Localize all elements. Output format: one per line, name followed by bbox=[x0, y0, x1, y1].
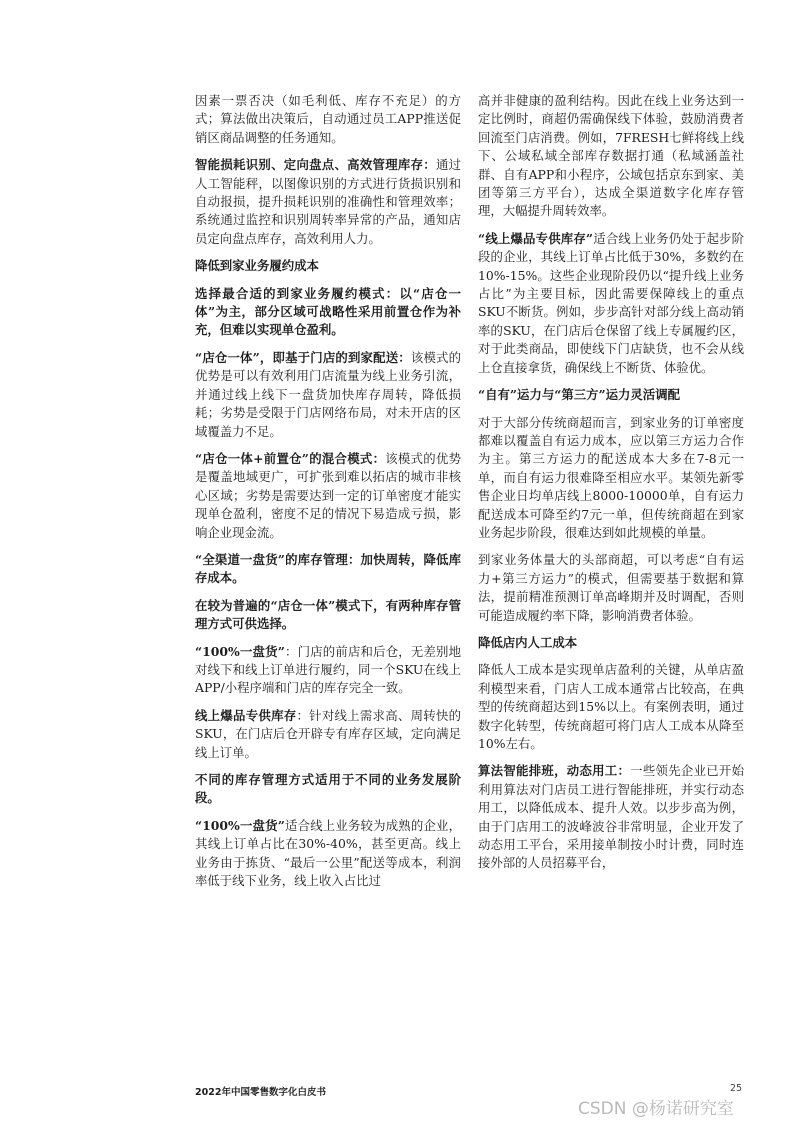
section-heading: “自有”运力与“第三方”运力灵活调配 bbox=[478, 387, 680, 403]
right-column bbox=[478, 92, 744, 882]
section-heading: 降低店内人工成本 bbox=[478, 634, 578, 650]
paragraph-lead: “店仓一体”，即基于门店的到家配送： bbox=[195, 349, 411, 365]
watermark: CSDN @杨诺研究室 bbox=[578, 1099, 734, 1119]
paragraph: 因素一票否决（如毛利低、库存不充足）的方式；算法做出决策后，自动通过员工APP推送促销区商品调整的任务通知。 bbox=[195, 93, 461, 145]
paragraph-lead: 线上爆品专供库存 bbox=[195, 707, 297, 723]
footer-title: 2022年中国零售数字化白皮书 bbox=[195, 1087, 326, 1098]
paragraph: “100%一盘货”适合线上业务较为成熟的企业，其线上订单占比在30%-40%，甚至更高。线上业务由于拣货、“最后一公里”配送等成本，利润率低于线下业务，线上收入占比过 bbox=[195, 817, 461, 889]
paragraph-lead: 智能损耗识别、定向盘点、高效管理库存： bbox=[195, 157, 436, 173]
paragraph: “全渠道一盘货”的库存管理：加快周转，降低库存成本。 bbox=[195, 551, 461, 586]
paragraph-lead: “100%一盘货” bbox=[195, 817, 285, 833]
section-heading: 降低到家业务履约成本 bbox=[195, 258, 319, 274]
paragraph-lead: “100%一盘货” bbox=[195, 643, 285, 659]
paragraph: “店仓一体+前置仓”的混合模式：该模式的优势是覆盖地域更广，可扩张到难以拓店的城市非核心区域；劣势是需要达到一定的订单密度才能实现单仓盈利，密度不足的情况下易造成亏损，影响企业现金流。 bbox=[195, 450, 462, 540]
paragraph: “100%一盘货”：门店的前店和后仓，无差别地对线下和线上订单进行履约，同一个SKU在线上APP/小程序端和门店的库存完全一致。 bbox=[195, 643, 461, 696]
paragraph: 降低人工成本是实现单店盈利的关键，从单店盈利模型来看，门店人工成本通常占比较高，在典型的传统商超达到15%以上。有案例表明，通过数字化转型，传统商超可将门店人工成本从降至10%左右。 bbox=[478, 662, 744, 751]
paragraph-lead: “线上爆品专供库存” bbox=[478, 230, 594, 246]
paragraph: 线上爆品专供库存：针对线上需求高、周转快的SKU，在门店后仓开辟专有库存区域，定向满足线上订单。 bbox=[195, 707, 462, 760]
page-number: 25 bbox=[730, 1083, 743, 1094]
paragraph: 高并非健康的盈利结构。因此在线上业务达到一定比例时，商超仍需确保线下体验，鼓励消费者回流至门店消费。例如，7FRESH七鲜将线上线下、公域私域全部库存数据打通（私域涵盖社群、自有APP和小程序，公域包括京东到家、美团等第三方平台），达成全渠道数字化库存管理，大幅提升周转效率。 bbox=[478, 93, 744, 219]
paragraph: 不同的库存管理方式适用于不同的业务发展阶段。 bbox=[195, 772, 461, 806]
paragraph: 在较为普遍的“店仓一体”模式下，有两种库存管理方式可供选择。 bbox=[195, 597, 461, 632]
paragraph: 选择最合适的到家业务履约模式：以“店仓一体”为主，部分区域可战略性采用前置仓作为补充，但难以实现单仓盈利。 bbox=[195, 285, 461, 338]
paragraph: “线上爆品专供库存”适合线上业务仍处于起步阶段的企业，其线上订单占比低于30%，多数约在10%-15%。这些企业现阶段仍以“提升线上业务占比”为主要目标，因此需要保障线上的重点SKU不断货。例如，步步高针对部分线上高动销率的SKU，在门店后仓保留了线上专属履约区，对于此类商品，即使线下门店缺货，也不会从线上仓直接拿货，确保线上不断货、体验优。 bbox=[478, 230, 744, 375]
paragraph: 算法智能排班，动态用工：一些领先企业已开始利用算法对门店员工进行智能排班，并实行动态用工，以降低成本、提升人效。以步步高为例，由于门店用工的波峰波谷非常明显，企业开发了动态用工平台，采用接单制按小时计费，同时连接外部的人员招募平台， bbox=[478, 763, 745, 871]
paragraph-lead: “店仓一体+前置仓”的混合模式： bbox=[195, 450, 386, 466]
paragraph: 对于大部分传统商超而言，到家业务的订单密度都难以覆盖自有运力成本，应以第三方运力合作为主。第三方运力的配送成本大多在7-8元一单，而自有运力很难降至相应水平。某领先新零售企业日均单店线上8000-10000单，自有运力配送成本可降至约7元一单，但传统商超在到家业务起步阶段，很难达到如此规模的单量。 bbox=[478, 414, 744, 540]
paragraph: 到家业务体量大的头部商超，可以考虑“自有运力+第三方运力”的模式，但需要基于数据和算法，提前精准预测订单高峰期并及时调配，否则可能造成履约率下降，影响消费者体验。 bbox=[478, 552, 744, 623]
left-column bbox=[195, 92, 461, 899]
paragraph: “店仓一体”，即基于门店的到家配送：该模式的优势是可以有效利用门店流量为线上业务引流，并通过线上线下一盘货加快库存周转，降低损耗；劣势是受限于门店网络布局，对未开店的区域覆盖力不足。 bbox=[195, 349, 461, 439]
paragraph-lead: 算法智能排班，动态用工： bbox=[478, 763, 631, 779]
paragraph: 智能损耗识别、定向盘点、高效管理库存：通过人工智能秤，以图像识别的方式进行货损识别和自动报损，提升损耗识别的准确性和管理效率；系统通过监控和识别周转率异常的产品，通知店员定向盘点库存，高效利用人力。 bbox=[195, 157, 462, 246]
